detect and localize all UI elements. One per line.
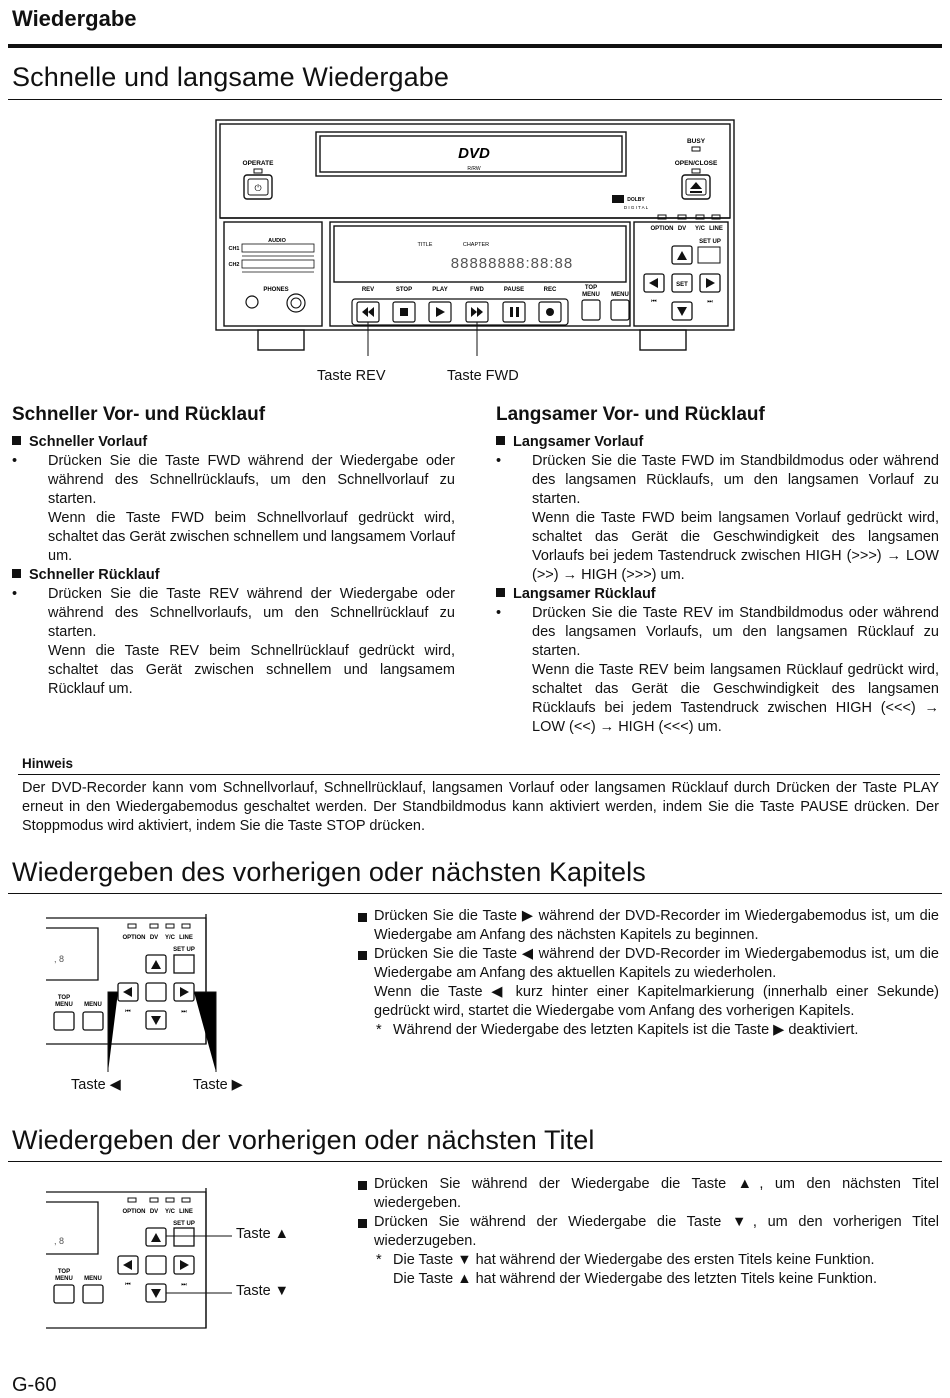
rec-label: REC bbox=[543, 287, 557, 293]
s3-note1: Die Taste ▼ hat während der Wiedergabe des ersten Titels keine Funktion. bbox=[393, 1252, 875, 1268]
header-rule bbox=[8, 44, 942, 48]
ch2-label: CH2 bbox=[228, 262, 240, 268]
digital-label: D I G I T A L bbox=[623, 205, 649, 210]
right-fwd-text1: Drücken Sie die Taste FWD im Standbildmodus oder während des langsamen Rücklaufs, um den langsamen Vorlauf zu starten. bbox=[532, 453, 939, 507]
s2-note-star: * bbox=[376, 1022, 382, 1038]
callout-rev: Taste REV bbox=[317, 368, 386, 384]
phones-label: PHONES bbox=[263, 287, 289, 293]
option-label-3: OPTION bbox=[122, 1209, 146, 1215]
s3-item1: Drücken Sie während der Wiedergabe die Taste ▲, um den nächsten Titel wiedergeben. bbox=[374, 1176, 939, 1211]
section2-list bbox=[356, 907, 939, 1040]
menu-label-3: MENU bbox=[84, 1276, 102, 1282]
line-label-2: LINE bbox=[179, 935, 193, 941]
section3-title: Wiedergeben der vorherigen oder nächsten Titel bbox=[12, 1125, 595, 1155]
callout-next-chapter: Taste ▶ bbox=[193, 1077, 243, 1093]
segment-display: 88888888:88:88 bbox=[450, 255, 574, 272]
chapter-controls-illustration bbox=[46, 914, 246, 1074]
callout-next-title: Taste ▲ bbox=[236, 1226, 290, 1242]
stop-label: STOP bbox=[395, 287, 413, 293]
title-display-label: TITLE bbox=[417, 242, 433, 248]
right-fwd-text2: Wenn die Taste FWD beim langsamen Vorlauf gedrückt wird, schaltet das Gerät die Geschwindigkeit des langsamen Vorlaufs bei jedem Tastendruck zwischen HIGH (>>>) → LOW (>>) → HIGH (>>>) um. bbox=[532, 510, 939, 583]
svg-text:⏮: ⏮ bbox=[125, 1009, 131, 1015]
section1-title: Schnelle und langsame Wiedergabe bbox=[12, 62, 449, 92]
set-label: SET bbox=[676, 282, 688, 288]
audio-label: AUDIO bbox=[268, 238, 286, 244]
s2-item2a: Drücken Sie die Taste ◀ während der DVD-Recorder im Wiedergabemodus ist, um die Wiedergabe am Anfang des aktuellen Kapitels zu wiederholen. bbox=[374, 946, 939, 981]
s3-note-star: * bbox=[376, 1252, 382, 1268]
top-label: TOP bbox=[584, 285, 598, 291]
power-icon: ⏻ bbox=[254, 183, 262, 193]
play-label: PLAY bbox=[432, 287, 448, 293]
page-number: G-60 bbox=[12, 1374, 57, 1396]
s2-item1: Drücken Sie die Taste ▶ während der DVD-Recorder im Wiedergabemodus ist, um die Wiedergabe am Anfang des nächsten Kapitels zu beginnen. bbox=[374, 908, 939, 943]
option-label: OPTION bbox=[650, 226, 674, 232]
note-text: Der DVD-Recorder kann vom Schnellvorlauf, Schnellrücklauf, langsamen Vorlauf oder langsamen Rücklauf durch Drücken der Taste PLAY erneut in den Wiedergabemodus geschaltet werden. Der Standbildmodus kann aktiviert werden, indem Sie die Taste PAUSE drücken. Der Stoppmodus wird aktiviert, indem Sie die Taste STOP drücken. bbox=[22, 780, 939, 834]
top-label-2: TOP bbox=[57, 995, 71, 1001]
pause-icon bbox=[510, 307, 513, 317]
right-fwd-head: Langsamer Vorlauf bbox=[513, 434, 644, 450]
chapter-display-label: CHAPTER bbox=[462, 242, 490, 248]
yc-label-3: Y/C bbox=[164, 1209, 176, 1215]
rec-icon bbox=[546, 308, 554, 316]
s3-note2: Die Taste ▲ hat während der Wiedergabe des letzten Titels keine Funktion. bbox=[393, 1271, 877, 1287]
dv-label-3: DV bbox=[149, 1209, 159, 1215]
svg-text:⏭: ⏭ bbox=[181, 1009, 187, 1015]
note-label: Hinweis bbox=[22, 756, 74, 771]
svg-text:⏮: ⏮ bbox=[125, 1282, 131, 1288]
dv-label: DV bbox=[677, 226, 687, 232]
left-fwd-head: Schneller Vorlauf bbox=[29, 434, 148, 450]
s2-note: Während der Wiedergabe des letzten Kapitels ist die Taste ▶ deaktiviert. bbox=[393, 1022, 859, 1038]
svg-text:⏮: ⏮ bbox=[651, 299, 657, 305]
left-rev-text1: Drücken Sie die Taste REV während der Wiedergabe oder während des Schnellvorlaufs, um den Schnellrücklauf zu starten. bbox=[48, 586, 455, 640]
line-label: LINE bbox=[709, 226, 723, 232]
section2-rule bbox=[8, 893, 942, 894]
note-rule bbox=[18, 774, 940, 775]
s2-item2b: Wenn die Taste ◀ kurz hinter einer Kapitelmarkierung (innerhalb einer Sekunde) gedrückt wird, startet die Wiedergabe vom Anfang des vorherigen Kapitels. bbox=[374, 984, 939, 1019]
s3-item2: Drücken Sie während der Wiedergabe die Taste ▼, um den vorherigen Titel wiederzugeben. bbox=[374, 1214, 939, 1249]
open-close-label: OPEN/CLOSE bbox=[674, 160, 718, 167]
left-fwd-text1: Drücken Sie die Taste FWD während der Wiedergabe oder während des Schnellrücklaufs, um den Schnellvorlauf zu starten. bbox=[48, 453, 455, 507]
svg-text:, 8: , 8 bbox=[54, 954, 65, 964]
dvd-logo: DVD bbox=[458, 145, 490, 162]
menu-label: MENU bbox=[611, 292, 629, 298]
svg-text:, 8: , 8 bbox=[54, 1236, 65, 1246]
callout-fwd: Taste FWD bbox=[447, 368, 519, 384]
callout-prev-title: Taste ▼ bbox=[236, 1283, 290, 1299]
fwd-label: FWD bbox=[470, 287, 484, 293]
left-fwd-text2: Wenn die Taste FWD beim Schnellvorlauf gedrückt wird, schaltet das Gerät zwischen schnellem und langsamem Vorlauf um. bbox=[48, 510, 456, 564]
ch1-label: CH1 bbox=[228, 246, 240, 252]
top-menu-label-2: MENU bbox=[55, 1002, 73, 1008]
section2-title: Wiedergeben des vorherigen oder nächsten Kapitels bbox=[12, 857, 646, 887]
menu-label-2: MENU bbox=[84, 1002, 102, 1008]
dolby-label: DOLBY bbox=[627, 197, 645, 203]
callout-prev-chapter: Taste ◀ bbox=[71, 1077, 121, 1093]
pause-label: PAUSE bbox=[503, 287, 525, 293]
operate-label: OPERATE bbox=[242, 160, 274, 167]
section1-rule bbox=[8, 99, 942, 100]
setup-label: SET UP bbox=[699, 239, 721, 245]
dvd-logo-sub: R/RW bbox=[467, 166, 481, 172]
setup-label-2: SET UP bbox=[173, 947, 195, 953]
right-column: Langsamer Vorlauf • Drücken Sie die Taste FWD im Standbildmodus oder während des langsamen Rücklaufs, um den langsamen Vorlauf zu starten. Wenn die Taste FWD beim langsamen Vorlauf gedrückt wird, schaltet das Gerät die Geschwindigkeit des langsamen Vorlaufs bei jedem Tastendruck zwischen HIGH (>>>) → LOW (>>) → HIGH (>>>) um. Langsamer Rücklauf • Drücken Sie die Taste REV im Standbildmodus oder während des langsamen Vorlaufs, um den langsamen Rücklauf zu starten. Wenn die Taste REV beim langsamen Rücklauf gedrückt wird, schaltet das Gerät die Geschwindigkeit des langsamen Rücklaufs bei jedem Tastendruck zwischen HIGH (<<<) → LOW (<<) → HIGH (<<<) um. bbox=[496, 434, 939, 735]
section3-rule bbox=[8, 1161, 942, 1162]
section3-list bbox=[356, 1175, 939, 1289]
busy-label: BUSY bbox=[686, 138, 706, 145]
top-menu-label: MENU bbox=[582, 292, 600, 298]
dv-label-2: DV bbox=[149, 935, 159, 941]
yc-label: Y/C bbox=[694, 226, 706, 232]
right-heading: Langsamer Vor- und Rücklauf bbox=[496, 404, 765, 425]
svg-text:⏭: ⏭ bbox=[707, 299, 713, 305]
right-rev-text1: Drücken Sie die Taste REV im Standbildmodus oder während des langsamen Vorlaufs, um den langsamen Rücklauf zu starten. bbox=[532, 605, 939, 659]
dvd-recorder-front-panel bbox=[210, 116, 740, 356]
option-label-2: OPTION bbox=[122, 935, 146, 941]
stop-icon bbox=[400, 308, 408, 316]
section-header: Wiedergabe bbox=[12, 6, 137, 31]
left-rev-head: Schneller Rücklauf bbox=[29, 567, 160, 583]
top-menu-label-3: MENU bbox=[55, 1276, 73, 1282]
setup-label-3: SET UP bbox=[173, 1221, 195, 1227]
title-controls-illustration bbox=[46, 1188, 246, 1338]
right-rev-head: Langsamer Rücklauf bbox=[513, 586, 656, 602]
yc-label-2: Y/C bbox=[164, 935, 176, 941]
svg-text:⏭: ⏭ bbox=[181, 1282, 187, 1288]
rev-label: REV bbox=[361, 287, 375, 293]
left-rev-text2: Wenn die Taste REV beim Schnellrücklauf gedrückt wird, schaltet das Gerät zwischen schnellem und langsamem Rücklauf um. bbox=[48, 643, 455, 697]
left-heading: Schneller Vor- und Rücklauf bbox=[12, 404, 266, 425]
left-column: Schneller Vorlauf • Drücken Sie die Taste FWD während der Wiedergabe oder während des Schnellrücklaufs, um den Schnellvorlauf zu starten. Wenn die Taste FWD beim Schnellvorlauf gedrückt wird, schaltet das Gerät zwischen schnellem und langsamem Vorlauf um. Schneller Rücklauf • Drücken Sie die Taste REV während der Wiedergabe oder während des Schnellvorlaufs, um den Schnellrücklauf zu starten. Wenn die Taste REV beim Schnellrücklauf gedrückt wird, schaltet das Gerät zwischen schnellem und langsamem Rücklauf um. bbox=[12, 434, 456, 697]
top-label-3: TOP bbox=[57, 1269, 71, 1275]
right-rev-text2: Wenn die Taste REV beim langsamen Rücklauf gedrückt wird, schaltet das Gerät die Geschwindigkeit des langsamen Rücklaufs bei jedem Tastendruck zwischen HIGH (<<<) → LOW (<<) → HIGH (<<<) um. bbox=[532, 662, 939, 735]
line-label-3: LINE bbox=[179, 1209, 193, 1215]
